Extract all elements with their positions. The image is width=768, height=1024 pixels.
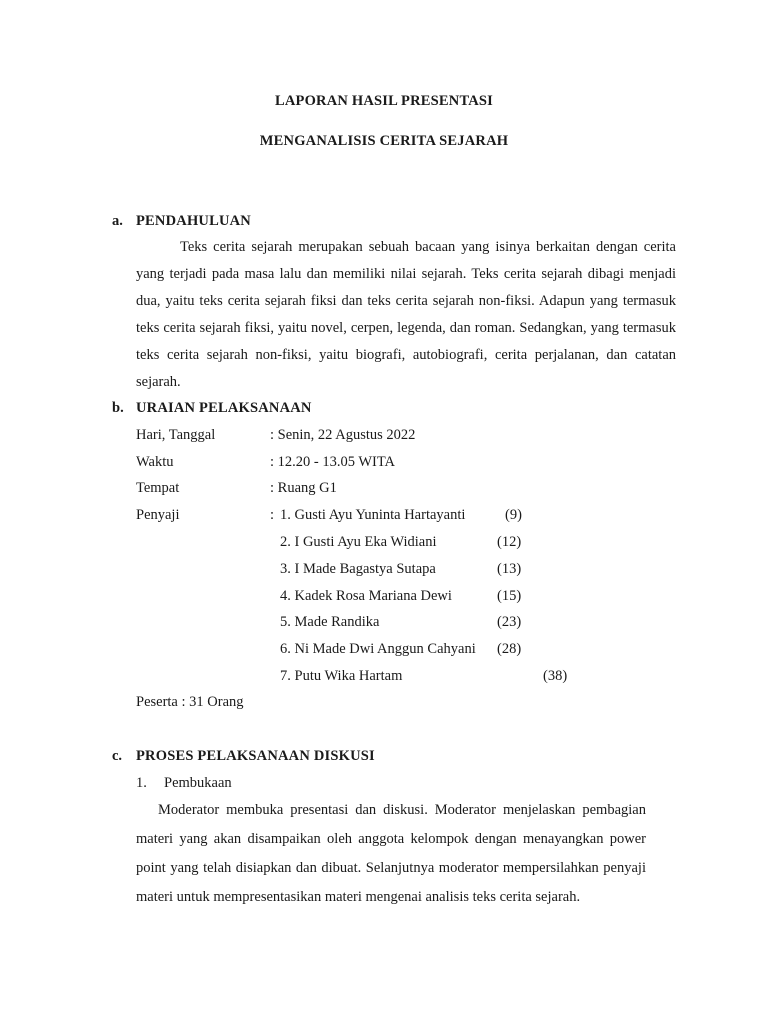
presenter-number: (13) [497, 561, 522, 577]
presenter-name: 2. I Gusti Ayu Eka Widiani [280, 534, 437, 550]
field-value-date: : Senin, 22 Agustus 2022 [270, 427, 416, 443]
presenter-number: (12) [497, 534, 522, 550]
document-title: LAPORAN HASIL PRESENTASI [274, 93, 494, 109]
presenter-number: (9) [505, 507, 522, 523]
presenter-number: (23) [497, 614, 522, 630]
presenter-name: 3. I Made Bagastya Sutapa [280, 561, 436, 577]
field-label-presenters: Penyaji [136, 507, 180, 523]
subsection-heading: Pembukaan [164, 775, 232, 791]
section-a-paragraph: Teks cerita sejarah merupakan sebuah bacaan yang isinya berkaitan dengan cerita yang terjadi pada masa lalu dan memiliki nilai sejarah. Teks cerita sejarah dibagi menjadi dua, yaitu teks cerita sejarah fiksi dan teks cerita sejarah non-fiksi. Adapun yang termasuk teks cerita sejarah fiksi, yaitu novel, cerpen, legenda, dan roman. Sedangkan, yang termasuk teks cerita sejarah non-fiksi, yaitu biografi, autobiografi, cerita perjalanan, dan catatan sejarah. [136, 239, 676, 390]
subsection-number: 1. [136, 775, 147, 791]
field-label-date: Hari, Tanggal [136, 427, 216, 443]
field-value-presenters-colon: : [270, 507, 275, 523]
section-c-heading: PROSES PELAKSANAAN DISKUSI [136, 748, 375, 764]
field-label-place: Tempat [136, 480, 180, 496]
field-value-time: : 12.20 - 13.05 WITA [270, 454, 396, 470]
section-c-letter: c. [112, 748, 123, 764]
presenter-name: 7. Putu Wika Hartam [280, 668, 403, 684]
section-a-letter: a. [112, 213, 123, 229]
presenter-number: (15) [497, 588, 522, 604]
presenter-name: 5. Made Randika [280, 614, 380, 630]
section-c-paragraph: Moderator membuka presentasi dan diskusi. Moderator menjelaskan pembagian materi yang akan disampaikan oleh anggota kelompok dengan menayangkan power point yang telah disiapkan dan dibuat. Selanjutnya moderator mempersilahkan penyaji materi untuk mempresentasikan materi mengenai analisis teks cerita sejarah. [136, 802, 646, 905]
section-b-heading: URAIAN PELAKSANAAN [136, 400, 312, 416]
presenter-number: (28) [497, 641, 522, 657]
presenter-number: (38) [543, 668, 568, 684]
presenter-name: 4. Kadek Rosa Mariana Dewi [280, 588, 452, 604]
participants-count: Peserta : 31 Orang [136, 694, 244, 710]
presenter-name: 6. Ni Made Dwi Anggun Cahyani [280, 641, 476, 657]
document-subtitle: MENGANALISIS CERITA SEJARAH [259, 133, 509, 149]
field-label-time: Waktu [136, 454, 174, 470]
section-b-letter: b. [112, 400, 124, 416]
presenter-name: 1. Gusti Ayu Yuninta Hartayanti [280, 507, 466, 523]
section-a-heading: PENDAHULUAN [136, 213, 251, 229]
field-value-place: : Ruang G1 [270, 480, 337, 496]
